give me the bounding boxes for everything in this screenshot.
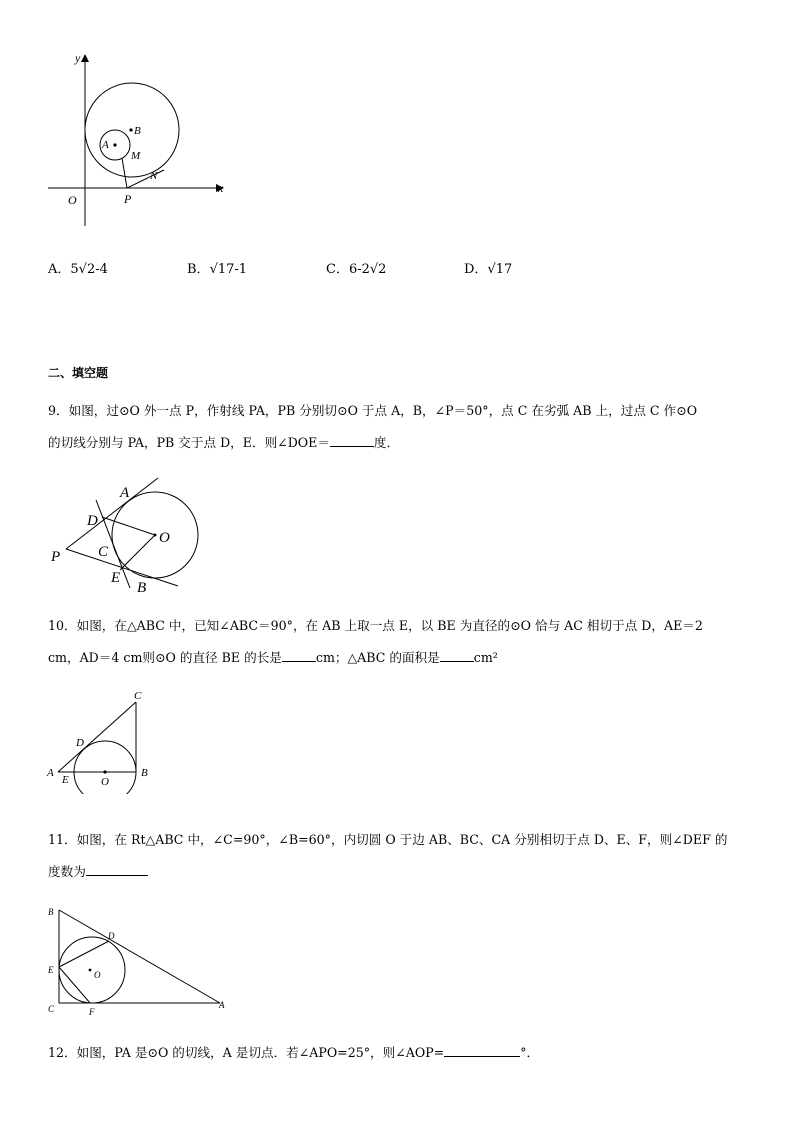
q10-label-b: B (141, 767, 148, 779)
option-b-value: √17-1 (209, 262, 248, 277)
q9-segment-eo (120, 535, 155, 570)
q8-figure (40, 48, 240, 238)
option-c-value: 6-2√2 (348, 262, 387, 277)
q10-figure (40, 684, 170, 794)
option-d-value: √17 (487, 262, 513, 277)
q11-label-b: B (48, 907, 54, 917)
q9-label-a: A (120, 485, 130, 501)
option-d-label: D． (464, 262, 488, 277)
q10-line1: 10．如图，在△ABC 中，已知∠ABC＝90°，在 AB 上取一点 E，以 BE 为直径的⊙O 恰与 AC 相切于点 D，AE＝2 (48, 618, 703, 633)
option-a-label: A． (48, 262, 71, 277)
q9-label-o: O (159, 530, 170, 546)
q10-label-o: O (101, 776, 109, 788)
segment-pm (122, 158, 127, 188)
option-d (464, 263, 512, 276)
label-y: y (75, 51, 81, 65)
q11-incircle-o (59, 937, 125, 1003)
option-b (187, 263, 247, 276)
segment-pn (127, 170, 164, 188)
label-o: O (68, 193, 77, 207)
q11-segment-ed (59, 941, 109, 967)
q10-label-a: A (47, 767, 54, 779)
option-c-label: C． (326, 262, 349, 277)
label-b: B (134, 125, 141, 137)
q9-line2-after: 度． (373, 435, 400, 450)
q11-label-o: O (94, 970, 101, 980)
q9-figure (40, 470, 220, 600)
label-x: x (218, 181, 224, 195)
label-p: P (124, 192, 132, 206)
q11-label-c: C (48, 1004, 55, 1014)
label-a: A (102, 139, 109, 151)
q10-side-ac (58, 702, 136, 772)
q10-label-c: C (134, 690, 142, 702)
option-b-label: B． (187, 262, 210, 277)
section-title: 二、填空题 (48, 366, 109, 380)
q9-label-d: D (87, 513, 98, 529)
q9-label-b: B (137, 580, 147, 596)
option-a (48, 263, 108, 276)
q11-line1: 11．如图，在 Rt△ABC 中，∠C=90°，∠B=60°，内切圆 O 于边 AB、BC、CA 分别相切于点 D、E、F，则∠DEF 的 (48, 832, 728, 847)
point-b (129, 128, 132, 131)
label-m: M (131, 150, 141, 162)
q9-label-p: P (51, 549, 61, 565)
q9-segment-do (102, 517, 155, 535)
q11-side-ab (59, 910, 220, 1003)
q12-text: 12．如图，PA 是⊙O 的切线，A 是切点．若∠APO=25°，则∠AOP= (48, 1045, 445, 1060)
q11-label-d: D (108, 931, 115, 941)
q10-line2-a: cm，AD＝4 cm则⊙O 的直径 BE 的长是 (48, 650, 282, 665)
q11-label-f: F (89, 1007, 95, 1017)
q11-point-o (89, 969, 92, 972)
q9-point-o (154, 534, 157, 537)
q9-line1: 9．如图，过⊙O 外一点 P，作射线 PA，PB 分别切⊙O 于点 A，B，∠P＝50°，点 C 在劣弧 AB 上，过点 C 作⊙O (48, 403, 698, 418)
q10-line2-b: cm；△ABC 的面积是 (315, 650, 440, 665)
option-c (326, 263, 386, 276)
q9-line2-text: 的切线分别与 PA，PB 交于点 D，E．则∠DOE＝ (48, 435, 330, 450)
q10-point-o (103, 770, 106, 773)
q10-blank-diameter[interactable] (282, 661, 316, 662)
q9-label-e: E (111, 570, 121, 586)
q9-label-c: C (98, 544, 109, 560)
q11-label-e: E (48, 965, 54, 975)
q10-line2 (48, 652, 498, 665)
option-a-value: 5√2-4 (70, 262, 108, 277)
q12-after: °． (520, 1045, 540, 1060)
q11-label-a: A (219, 1000, 225, 1010)
q11-line2-text: 度数为 (48, 864, 86, 879)
q9-answer-blank[interactable] (330, 446, 374, 447)
q10-line2-c: cm² (473, 650, 498, 665)
q12-line (48, 1047, 539, 1060)
q10-label-e: E (62, 774, 69, 786)
q9-line2 (48, 437, 399, 450)
y-axis-arrow-icon (81, 54, 89, 62)
label-n: N (150, 170, 158, 182)
point-a (113, 143, 116, 146)
q10-label-d: D (76, 737, 84, 749)
q11-line2 (48, 866, 148, 879)
q10-blank-area[interactable] (440, 661, 474, 662)
q11-answer-blank[interactable] (86, 875, 148, 876)
q12-answer-blank[interactable] (444, 1056, 520, 1057)
q11-figure (40, 900, 240, 1020)
